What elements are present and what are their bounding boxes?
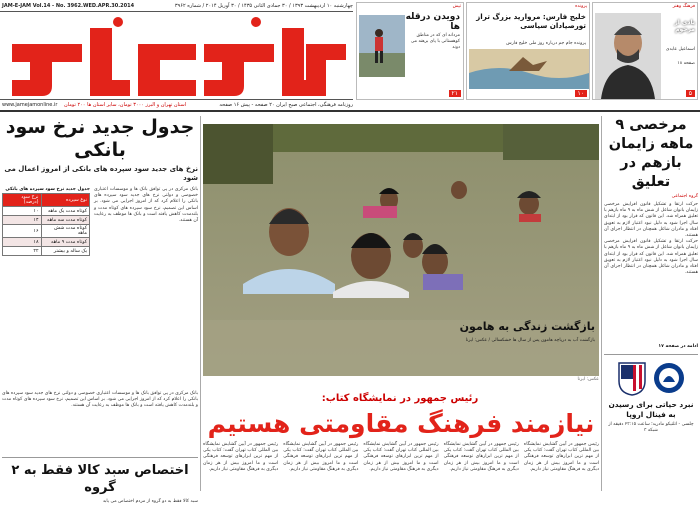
article-text: بانک مرکزی در پی توافق بانک ها و موسسات اعتباری خصوصی و دولتی نرخ های جدید سود سپرده های بانکی را اعلام کرد که از امروز اجرایی می شود. بر اساس این تصمیم، نرخ سود سپرده های کوتاه مدت و بلندمدت کاهش یافته است و بانک ها موظف به رعایت آن هستند.: [2, 391, 198, 409]
atletico-madrid-logo: [617, 359, 647, 397]
table-cell: یک ساله و بیشتر: [41, 247, 89, 256]
teaser-title: خلیج فارس: مروارید بزرگ تراز تورصیادان سیاسی: [476, 12, 586, 30]
table-header-row: [3, 194, 90, 207]
article-text: حرکت ارتقا و تشکیل قانون افزایش مرخصی زایمان بانوان شاغل از شش ماه به ۹ ماه بازهم با تعلیق همراه شد. این قانون که قرار بود از ابتدای سال اجرا شود به دلیل نبود اعتبار لازم به تعویق افتاد و مادران شاغل همچنان در انتظار اجرای آن هستند.: [604, 202, 698, 239]
photo-credit: عکس: ایرنا: [577, 377, 599, 382]
rates-table-title: جدول جدید نرخ سود سپرده های بانکی: [5, 187, 90, 192]
main-story-kicker: رئیس جمهور در نمایشگاه کتاب:: [321, 393, 479, 404]
photo-caption-text: بازگشت آب به دریاچه هامون پس از سال ها خشکسالی / عکس: ایرنا: [465, 338, 595, 343]
portrait-photo: [595, 13, 661, 99]
teaser-subtitle: اسماعیل عابدی: [665, 47, 695, 52]
divider: [2, 457, 198, 458]
masthead-bottom-rule: [0, 99, 353, 100]
table-cell: کوتاه مدت شش ماهه: [41, 225, 89, 238]
teaser-title: دویدن درقله ها: [405, 12, 460, 32]
article-text: رئیس جمهور در آیین گشایش نمایشگاه بین المللی کتاب تهران گفت: کتاب یکی از مهم ترین ابزارهای توسعه فرهنگی است و ما امروز بیش از هر زمان دیگری به فرهنگ مقاومتی نیاز داریم.: [283, 442, 359, 472]
goods-basket-text: سبد کالا فقط به دو گروه از مردم اختصاص می یابد: [102, 499, 198, 504]
right-column: [604, 116, 698, 491]
table-row: [3, 216, 90, 225]
column-rule-right: [601, 116, 602, 491]
table-row: [3, 207, 90, 216]
website-link[interactable]: www.jamejamonline.ir: [2, 102, 58, 108]
date-line: چهارشنبه ۱۰ اردیبهشت ۱۳۹۳ / ۳۰ جمادی الثانی ۱۴۳۵ / ۳۰ آوریل ۲۰۱۴ / شماره ۳۹۶۲: [174, 3, 353, 9]
bank-rates-body: [94, 187, 198, 387]
table-row: [3, 225, 90, 238]
page-badge: ۵: [686, 90, 695, 97]
teaser-section-label: فرهنگ وهنر: [672, 4, 695, 9]
page-badge: ۱۰: [575, 90, 587, 97]
teaser-text: صفحه ۱۸: [677, 61, 695, 66]
teaser-sports[interactable]: [356, 2, 464, 100]
main-story-columns: [203, 442, 599, 490]
maternity-leave-headline[interactable]: مرخصی ۹ ماهه زایمان بازهم در تعلیق: [608, 117, 694, 190]
price-line: استان تهران و البرز ۳۰۰۰ تومان، سایر استان ها ۲۰۰ تومان: [64, 102, 187, 108]
masthead-rule: [0, 11, 353, 12]
goods-basket-headline[interactable]: اختصاص سبد کالا فقط به ۲ گروه: [11, 463, 189, 495]
bank-rates-headline[interactable]: جدول جدید نرخ سود بانکی: [5, 116, 195, 161]
table-cell: ۱۶: [3, 225, 42, 238]
article-text: حرکت ارتقا و تشکیل قانون افزایش مرخصی زایمان بانوان شاغل از شش ماه به ۹ ماه بازهم با تعلیق همراه شد. این قانون که قرار بود از ابتدای سال اجرا شود به دلیل نبود اعتبار لازم به تعویق افتاد و مادران شاغل همچنان در انتظار اجرای آن هستند.: [604, 239, 698, 276]
persian-gulf-illustration: [469, 49, 589, 89]
table-cell: کوتاه مدت ۹ ماهه: [41, 238, 89, 247]
table-cell: ۱۸: [3, 238, 42, 247]
paper-description: روزنامه فرهنگی، اجتماعی صبح ایران ۲۰ صفحه - پیش ۱۶ صفحه: [219, 102, 353, 108]
table-cell: ۲۲: [3, 247, 42, 256]
byline: گروه اجتماعی: [671, 194, 698, 199]
main-story-headline[interactable]: نیازمند فرهنگ مقاومتی هستیم: [207, 409, 595, 438]
table-row: [3, 247, 90, 256]
column-rule-left: [200, 116, 201, 491]
table-header-cell: نوع سپرده: [41, 194, 89, 207]
teaser-text: مردانه ای که در مناطق کوهستانی با پای برهنه می دوند: [410, 33, 460, 50]
table-row: [3, 238, 90, 247]
article-text: رئیس جمهور در آیین گشایش نمایشگاه بین المللی کتاب تهران گفت: کتاب یکی از مهم ترین ابزارهای توسعه فرهنگی است و ما امروز بیش از هر زمان دیگری به فرهنگ مقاومتی نیاز داریم.: [202, 442, 279, 472]
article-text: بانک مرکزی در پی توافق بانک ها و موسسات اعتباری خصوصی و دولتی نرخ های جدید سود سپرده های بانکی را اعلام کرد که از امروز اجرایی می شود. بر اساس این تصمیم، نرخ سود سپرده های کوتاه مدت و بلندمدت کاهش یافته است و بانک ها موظف به رعایت آن هستند.: [94, 187, 198, 224]
photo-caption-title: بازگشت زندگی به هامون: [459, 320, 595, 333]
teaser-text: پرونده جام جم درباره روز ملی خلیج فارس: [506, 41, 586, 46]
page-badge: ۲۱: [449, 90, 461, 97]
article-text: رئیس جمهور در آیین گشایش نمایشگاه بین المللی کتاب تهران گفت: کتاب یکی از مهم ترین ابزارهای توسعه فرهنگی است و ما امروز بیش از هر زمان دیگری به فرهنگ مقاومتی نیاز داریم.: [523, 442, 599, 472]
teaser-title: یادی از مرحوم: [674, 19, 695, 33]
chelsea-logo: [653, 359, 685, 397]
sports-text: چلسی - اتلتیکو مادرید؛ ساعت ۲۳:۱۵ دقیقه از شبکه ۳: [608, 422, 694, 433]
teaser-section-label: تپش: [452, 4, 461, 9]
rates-table-box: [2, 187, 90, 387]
table-cell: ۱۴: [3, 216, 42, 225]
teaser-dossier[interactable]: [466, 2, 590, 100]
article-text: رئیس جمهور در آیین گشایش نمایشگاه بین المللی کتاب تهران گفت: کتاب یکی از مهم ترین ابزارهای توسعه فرهنگی است و ما امروز بیش از هر زمان دیگری به فرهنگ مقاومتی نیاز داریم.: [443, 442, 519, 472]
english-issue-line: JAM-E-JAM Vol.14 - No. 3962.WED.APR.30.2014: [2, 3, 135, 9]
maternity-leave-body: [604, 202, 698, 342]
runners-photo: [359, 15, 405, 77]
jam-e-jam-logo: [6, 14, 350, 100]
rates-table: [2, 193, 90, 256]
left-column: [2, 116, 198, 504]
table-cell: کوتاه مدت سه ماهه: [41, 216, 89, 225]
teaser-section-label: پرونده: [575, 4, 587, 9]
table-header-cell: نرخ سود (درصد): [3, 194, 42, 207]
teaser-culture[interactable]: [592, 2, 698, 100]
sports-headline[interactable]: نبرد حیاتی برای رسیدن به فینال اروپا: [608, 400, 694, 419]
divider: [604, 354, 698, 355]
continued-link[interactable]: ادامه در صفحه ۱۷: [658, 344, 698, 349]
article-text: رئیس جمهور در آیین گشایش نمایشگاه بین المللی کتاب تهران گفت: کتاب یکی از مهم ترین ابزارهای توسعه فرهنگی است و ما امروز بیش از هر زمان دیگری به فرهنگ مقاومتی نیاز داریم.: [363, 442, 439, 472]
bank-rates-subhead: نرخ های جدید سود سپرده های بانکی از امروز اعمال می شود: [4, 165, 198, 182]
table-cell: کوتاه مدت یک ماهه: [41, 207, 89, 216]
table-cell: ۱۰: [3, 207, 42, 216]
header-separator: [0, 110, 700, 112]
